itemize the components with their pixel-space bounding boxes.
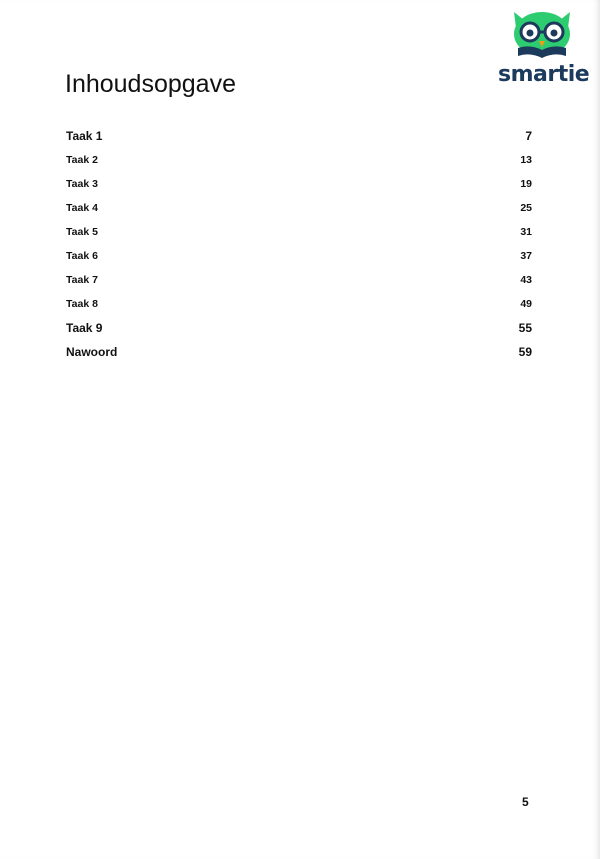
toc-entry-page: 49 [520, 298, 532, 310]
toc-entry-page: 13 [520, 154, 532, 166]
toc-entry-page: 59 [518, 345, 532, 359]
smartie-logo [498, 6, 590, 88]
toc-entry-title: Taak 8 [66, 298, 98, 310]
toc-entry-title: Taak 4 [66, 202, 98, 214]
toc-entry-page: 7 [525, 129, 532, 143]
toc-entry-page: 43 [520, 274, 532, 286]
toc-entry-page: 19 [520, 178, 532, 190]
toc-entry-title: Taak 9 [66, 321, 103, 335]
toc-entry-page: 25 [520, 202, 532, 214]
toc-entry-title: Taak 7 [66, 274, 98, 286]
toc-entry[interactable] [66, 340, 532, 364]
toc-entry[interactable] [66, 292, 532, 316]
toc-entry[interactable] [66, 124, 532, 148]
page-number: 5 [522, 795, 529, 809]
toc-entry-page: 55 [518, 321, 532, 335]
toc-entry-title: Taak 6 [66, 250, 98, 262]
toc-entry-title: Taak 2 [66, 154, 98, 166]
toc-entry-title: Nawoord [66, 345, 118, 359]
toc-entry-title: Taak 1 [66, 129, 103, 143]
toc-entry[interactable] [66, 172, 532, 196]
toc-entry-page: 37 [520, 250, 532, 262]
page-title: Inhoudsopgave [65, 70, 236, 98]
brand-name: smartie [498, 62, 590, 87]
toc-entry[interactable] [66, 316, 532, 340]
toc-entry-page: 31 [520, 226, 532, 238]
toc-entry[interactable] [66, 268, 532, 292]
table-of-contents [66, 124, 532, 364]
owl-reading-book-icon [508, 6, 576, 62]
toc-entry-title: Taak 5 [66, 226, 98, 238]
toc-entry[interactable] [66, 196, 532, 220]
toc-entry-title: Taak 3 [66, 178, 98, 190]
toc-entry[interactable] [66, 220, 532, 244]
toc-entry[interactable] [66, 244, 532, 268]
toc-entry[interactable] [66, 148, 532, 172]
